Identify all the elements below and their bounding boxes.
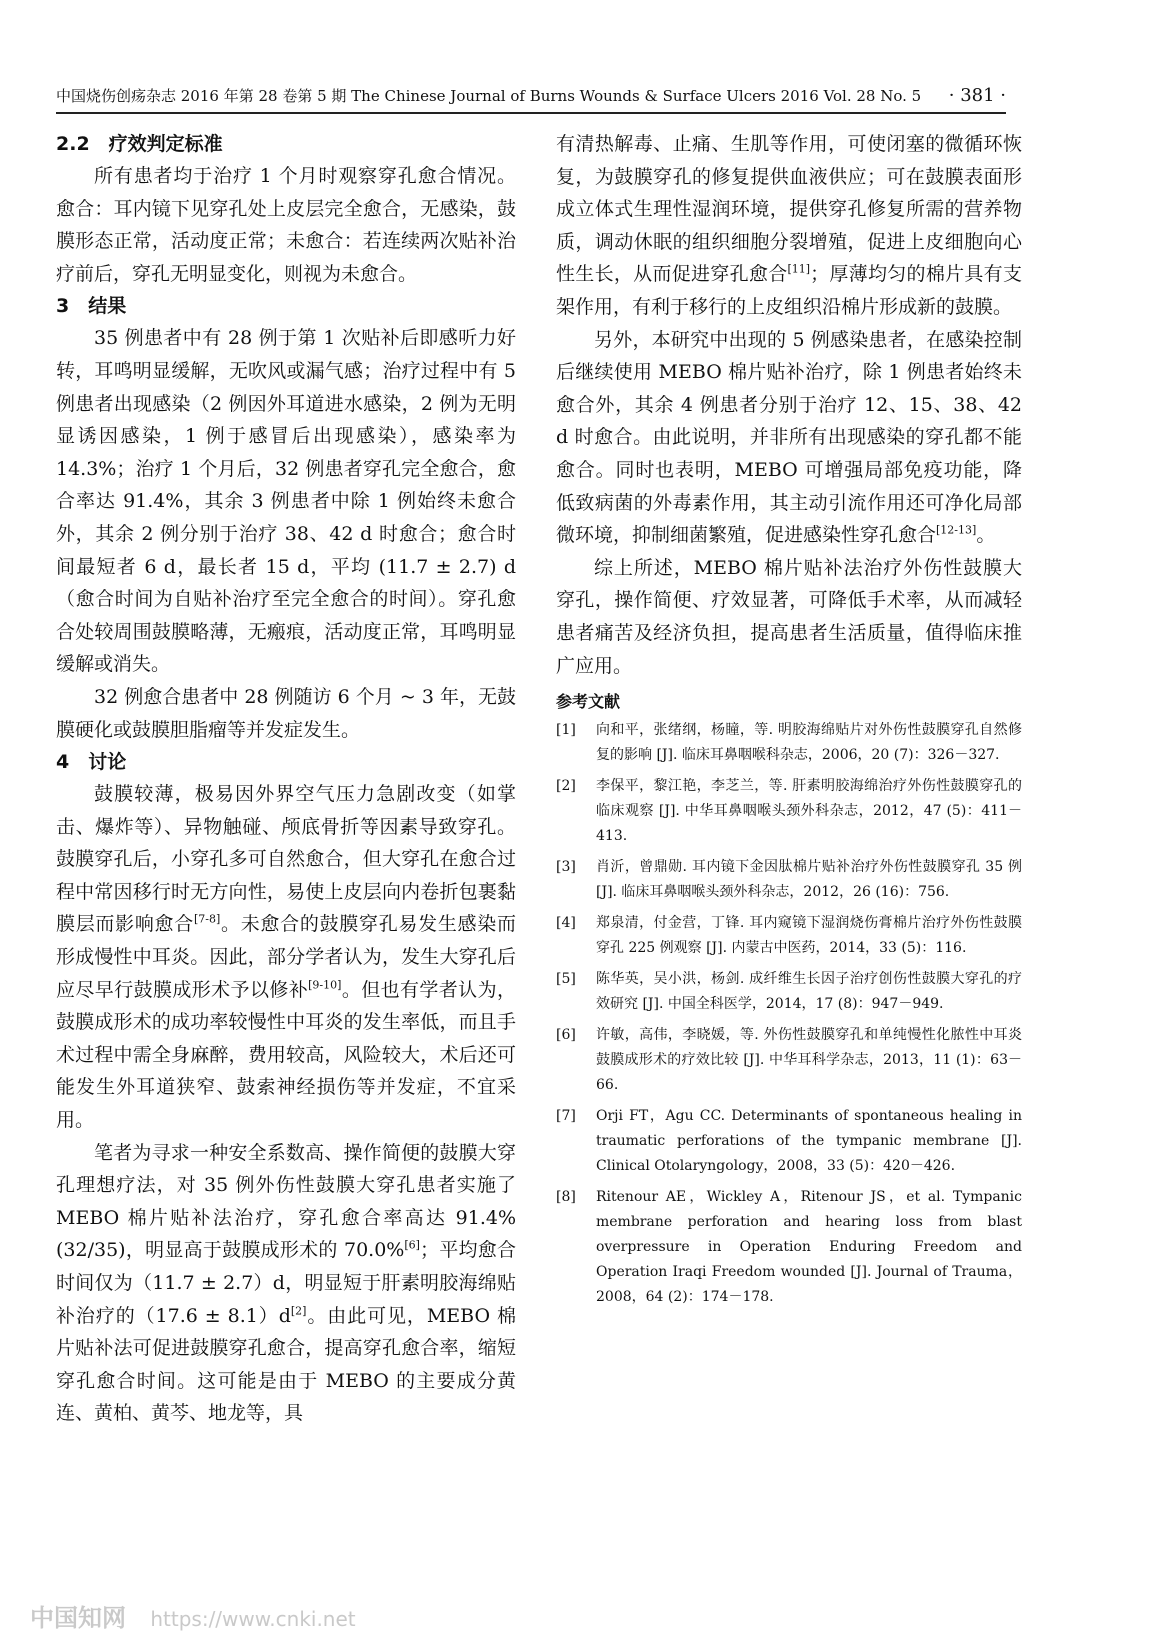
reference-item xyxy=(556,967,1022,1017)
right-column xyxy=(556,128,1022,1316)
text-run: ；平均愈合时间仅为（11.7 ± 2.7）d，明显短于肝素明胶海绵贴补治疗的（17.6 ± 8.1）d xyxy=(56,1239,516,1327)
journal-citation: 中国烧伤创疡杂志 2016 年第 28 卷第 5 期 The Chinese Journal of Burns Wounds & Surface Ulcers 2016 Vol. 28 No. 5 xyxy=(56,87,922,105)
text-run: 笔者为寻求一种安全系数高、操作简便的鼓膜大穿孔理想疗法，对 35 例外伤性鼓膜大穿孔患者实施了 MEBO 棉片贴补法治疗，穿孔愈合率高达 91.4% (32/35)，明显高于鼓膜成形术的 70.0% xyxy=(56,1141,516,1262)
reference-text: 陈华英，吴小洪，杨剑. 成纤维生长因子治疗创伤性鼓膜大穿孔的疗效研究 [J]. 中国全科医学，2014，17 (8)：947－949. xyxy=(596,971,1022,1013)
reference-item xyxy=(556,774,1022,849)
reference-text: 李保平，黎江艳，李芝兰，等. 肝素明胶海绵治疗外伤性鼓膜穿孔的临床观察 [J]. 中华耳鼻咽喉头颈外科杂志，2012，47 (5)：411－413. xyxy=(596,778,1022,845)
reference-number: [4] xyxy=(556,915,576,932)
reference-item xyxy=(556,1104,1022,1179)
paragraph xyxy=(56,1137,516,1430)
references-heading: 参考文献 xyxy=(556,692,621,712)
text-run: 有清热解毒、止痛、生肌等作用，可使闭塞的微循环恢复，为鼓膜穿孔的修复提供血液供应；可在鼓膜表面形成立体式生理性湿润环境，提供穿孔修复所需的营养物质，调动休眠的组织细胞分裂增殖，促进上皮细胞向心性生长，从而促进穿孔愈合 xyxy=(556,133,1022,286)
paragraph: 35 例患者中有 28 例于第 1 次贴补后即感听力好转，耳鸣明显缓解，无吹风或漏气感；治疗过程中有 5 例患者出现感染（2 例因外耳道进水感染，2 例为无明显诱因感染，1 例于感冒后出现感染），感染率为 14.3%；治疗 1 个月后，32 例患者穿孔完全愈合，愈合率达 91.4%，其余 3 例患者中除 1 例始终未愈合外，其余 2 例分别于治疗 38、42 d 时愈合；愈合时间最短者 6 d，最长者 15 d，平均 (11.7 ± 2.7) d（愈合时间为自贴补治疗至完全愈合的时间）。穿孔愈合处较周围鼓膜略薄，无瘢痕，活动度正常，耳鸣明显缓解或消失。 xyxy=(56,327,516,676)
reference-number: [2] xyxy=(556,778,576,795)
text-run: ；厚薄均匀的棉片具有支架作用，有利于移行的上皮组织沿棉片形成新的鼓膜。 xyxy=(556,263,1022,318)
text-run: 。但也有学者认为，鼓膜成形术的成功率较慢性中耳炎的发生率低，而且手术过程中需全身麻醉，费用较高，风险较大，术后还可能发生外耳道狭窄、鼓索神经损伤等并发症，不宜采用。 xyxy=(56,978,516,1132)
reference-text: 肖沂，曾鼎勋. 耳内镜下金因肽棉片贴补治疗外伤性鼓膜穿孔 35 例 [J]. 临床耳鼻咽喉头颈外科杂志，2012，26 (16)：756. xyxy=(596,859,1022,901)
watermark xyxy=(30,1598,356,1633)
running-header xyxy=(56,82,1006,114)
reference-number: [8] xyxy=(556,1189,576,1206)
watermark-url: https://www.cnki.net xyxy=(150,1607,356,1631)
reference-item xyxy=(556,855,1022,905)
left-column xyxy=(56,128,516,1430)
citation: [9-10] xyxy=(308,978,342,992)
reference-text: Orji FT，Agu CC. Determinants of spontaneous healing in traumatic perforations of the tympanic membrane [J]. Clinical Otolaryngology，2008，33 (5)：420－426. xyxy=(596,1108,1022,1175)
paragraph: 综上所述，MEBO 棉片贴补法治疗外伤性鼓膜大穿孔，操作简便、疗效显著，可降低手术率，从而减轻患者痛苦及经济负担，提高患者生活质量，值得临床推广应用。 xyxy=(556,556,1022,677)
paragraph xyxy=(556,324,1022,552)
reference-text: Ritenour AE，Wickley A，Ritenour JS，et al. Tympanic membrane perforation and hearing loss from blast overpressure in Operation Enduring Freedom and Operation Iraqi Freedom wounded [J]. Journal of Trauma，2008，64 (2)：174－178. xyxy=(596,1189,1022,1306)
section-heading-2-2: 2.2 疗效判定标准 xyxy=(56,133,223,155)
citation: [12-13] xyxy=(936,523,977,537)
citation: [7-8] xyxy=(194,913,221,927)
paragraph xyxy=(56,778,516,1137)
cnki-logo: 中国知网 xyxy=(30,1604,126,1632)
text-run: 。未愈合的鼓膜穿孔易发生感染而形成慢性中耳炎。因此，部分学者认为，发生大穿孔后应尽早行鼓膜成形术予以修补 xyxy=(56,913,516,1001)
reference-number: [3] xyxy=(556,859,576,876)
text-run: 鼓膜较薄，极易因外界空气压力急剧改变（如掌击、爆炸等）、异物触碰、颅底骨折等因素导致穿孔。鼓膜穿孔后，小穿孔多可自然愈合，但大穿孔在愈合过程中常因移行时无方向性，易使上皮层向内卷折包裹黏膜层而影响愈合 xyxy=(56,783,516,936)
reference-number: [7] xyxy=(556,1108,576,1125)
text-run: 。 xyxy=(976,524,996,547)
reference-list xyxy=(556,718,1022,1310)
paragraph xyxy=(556,128,1022,324)
paragraph: 32 例愈合患者中 28 例随访 6 个月 ~ 3 年，无鼓膜硬化或鼓膜胆脂瘤等并发症发生。 xyxy=(56,685,516,741)
reference-number: [6] xyxy=(556,1027,576,1044)
citation: [2] xyxy=(290,1304,307,1318)
text-run: 。由此可见，MEBO 棉片贴补法可促进鼓膜穿孔愈合，提高穿孔愈合率，缩短穿孔愈合时间。这可能是由于 MEBO 的主要成分黄连、黄柏、黄芩、地龙等，具 xyxy=(56,1304,516,1425)
reference-number: [1] xyxy=(556,722,576,739)
paragraph: 所有患者均于治疗 1 个月时观察穿孔愈合情况。愈合：耳内镜下见穿孔处上皮层完全愈合，无感染，鼓膜形态正常，活动度正常；未愈合：若连续两次贴补治疗前后，穿孔无明显变化，则视为未愈合。 xyxy=(56,165,516,285)
reference-text: 向和平，张绪纲，杨瞳，等. 明胶海绵贴片对外伤性鼓膜穿孔自然修复的影响 [J]. 临床耳鼻咽喉科杂志，2006，20 (7)：326－327. xyxy=(596,722,1022,764)
reference-number: [5] xyxy=(556,971,576,988)
citation: [11] xyxy=(787,263,811,277)
reference-item xyxy=(556,718,1022,768)
text-run: 另外，本研究中出现的 5 例感染患者，在感染控制后继续使用 MEBO 棉片贴补治疗，除 1 例患者始终未愈合外，其余 4 例患者分别于治疗 12、15、38、42 d 时愈合。由此说明，并非所有出现感染的穿孔都不能愈合。同时也表明，MEBO 可增强局部免疫功能，降低致病菌的外毒素作用，其主动引流作用还可净化局部微环境，抑制细菌繁殖，促进感染性穿孔愈合 xyxy=(556,328,1022,547)
reference-text: 郑泉清，付金营，丁锋. 耳内窥镜下湿润烧伤膏棉片治疗外伤性鼓膜穿孔 225 例观察 [J]. 内蒙古中医药，2014，33 (5)：116. xyxy=(596,915,1022,957)
reference-item xyxy=(556,911,1022,961)
reference-text: 许敏，高伟，李晓媛，等. 外伤性鼓膜穿孔和单纯慢性化脓性中耳炎鼓膜成形术的疗效比较 [J]. 中华耳科学杂志，2013，11 (1)：63－66. xyxy=(596,1027,1022,1094)
reference-item xyxy=(556,1023,1022,1098)
page-number: · 381 · xyxy=(948,85,1006,106)
citation: [6] xyxy=(404,1239,420,1253)
section-heading-3: 3 结果 xyxy=(56,295,127,318)
section-heading-4: 4 讨论 xyxy=(56,751,127,774)
reference-item xyxy=(556,1185,1022,1310)
